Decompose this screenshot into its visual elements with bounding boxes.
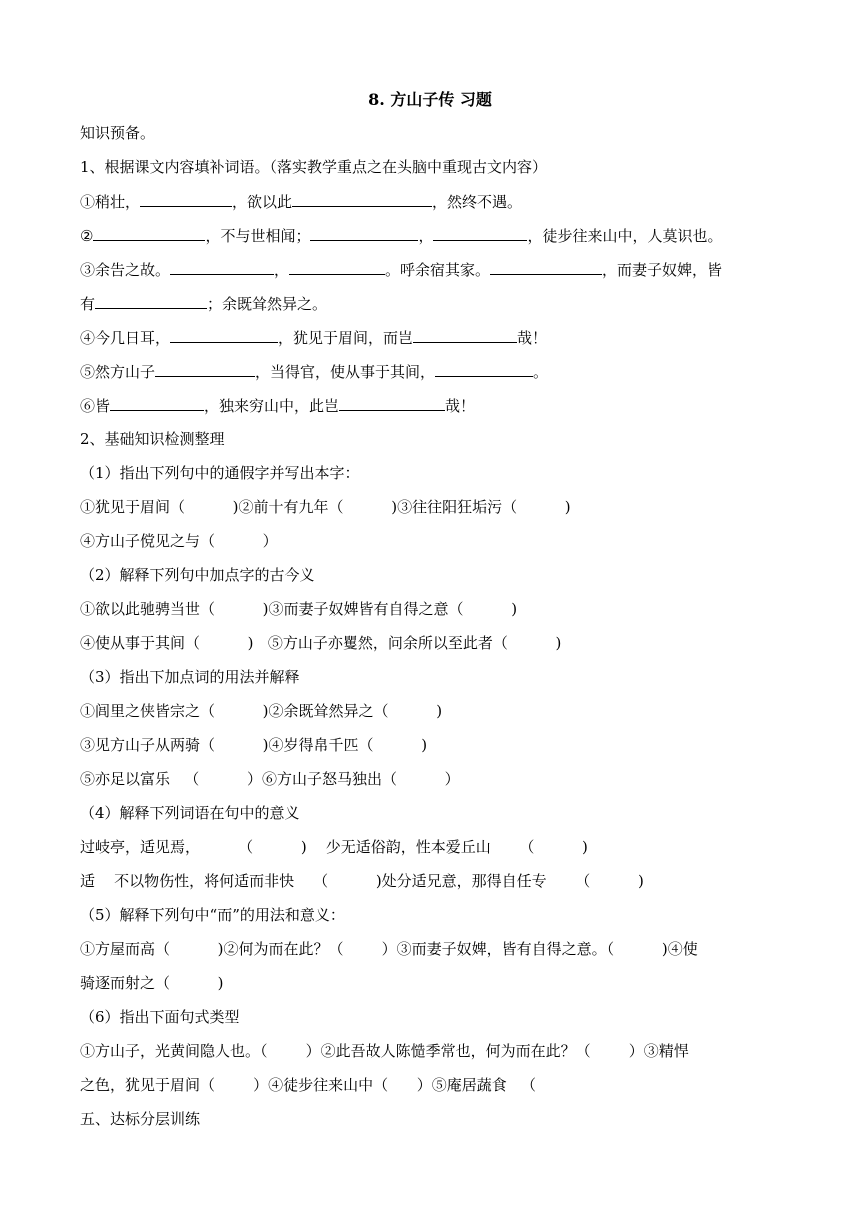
answer-blank[interactable]	[95, 291, 207, 309]
line-fill-2: ② ，不与世相闻； ， ，徒步往来山中，人莫识也。	[80, 223, 780, 257]
answer-blank[interactable]	[433, 223, 527, 241]
line-q6-heading: （6）指出下面句式类型	[80, 1008, 240, 1026]
line-q3-c: ⑤亦足以富乐 （ ）⑥方山子怒马独出（ ）	[80, 770, 460, 788]
answer-blank[interactable]	[289, 257, 385, 275]
line-q1-b: ④方山子傥见之与（ ）	[80, 532, 278, 550]
line-q5-heading: （5）解释下列句中“而”的用法和意义：	[80, 906, 345, 924]
page-title: 8. 方山子传 习题	[368, 90, 492, 109]
line-fill-4: ④今几日耳， ，犹见于眉间，而岂 哉！	[80, 325, 780, 359]
line-q4-heading: （4）解释下列词语在句中的意义	[80, 804, 300, 822]
line-q6-b: 之色，犹见于眉间（ ）④徒步往来山中（ ）⑤庵居蔬食 （	[80, 1076, 537, 1094]
answer-blank[interactable]	[339, 393, 445, 411]
line-q3-a: ①闾里之侠皆宗之（ )②余既耸然异之（ )	[80, 702, 443, 720]
line-fill-3b: 有 ；余既耸然异之。	[80, 291, 780, 325]
line-q2-a: ①欲以此驰骋当世（ )③而妻子奴婢皆有自得之意（ )	[80, 600, 518, 618]
answer-blank[interactable]	[170, 325, 278, 343]
line-q6-a: ①方山子，光黄间隐人也。（ ）②此吾故人陈慥季常也，何为而在此？（ ）③精悍	[80, 1042, 689, 1060]
line-q2-b: ④使从事于其间（ ) ⑤方山子亦矍然，问余所以至此者（ )	[80, 634, 562, 652]
line-q3-heading: （3）指出下加点词的用法并解释	[80, 668, 300, 686]
line-fill-6: ⑥皆 ，独来穷山中，此岂 哉！	[80, 393, 780, 427]
line-q1-heading: （1）指出下列句中的通假字并写出本字：	[80, 464, 360, 482]
answer-blank[interactable]	[310, 223, 418, 241]
line-q4-b: 适 不以物伤性，将何适而非快 （ )处分适兄意，那得自任专 （ )	[80, 872, 644, 890]
worksheet-body	[80, 121, 780, 1141]
line-fill-5: ⑤然方山子 ，当得官，使从事于其间， 。	[80, 359, 780, 393]
line-q1-a: ①犹见于眉间（ )②前十有九年（ )③往往阳狂垢污（ )	[80, 498, 571, 516]
line-section-1: 1、根据课文内容填补词语。（落实教学重点之在头脑中重现古文内容）	[80, 158, 548, 176]
line-section-5: 五、达标分层训练	[80, 1110, 201, 1128]
answer-blank[interactable]	[490, 257, 602, 275]
answer-blank[interactable]	[93, 223, 205, 241]
answer-blank[interactable]	[155, 359, 255, 377]
line-fill-3: ③余告之故。 ， 。呼余宿其家。 ，而妻子奴婢，皆	[80, 257, 780, 291]
line-section-2: 2、基础知识检测整理	[80, 430, 225, 448]
line-q5-a: ①方屋而高（ )②何为而在此？（ ）③而妻子奴婢，皆有自得之意。（ )④使	[80, 940, 698, 958]
answer-blank[interactable]	[435, 359, 533, 377]
line-prep: 知识预备。	[80, 124, 156, 142]
line-fill-1: ①稍壮， ，欲以此 ，然终不遇。	[80, 189, 780, 223]
answer-blank[interactable]	[292, 189, 432, 207]
line-q5-b: 骑逐而射之（ )	[80, 974, 224, 992]
answer-blank[interactable]	[140, 189, 232, 207]
answer-blank[interactable]	[170, 257, 274, 275]
line-q3-b: ③见方山子从两骑（ )④岁得帛千匹（ )	[80, 736, 428, 754]
line-q2-heading: （2）解释下列句中加点字的古今义	[80, 566, 315, 584]
answer-blank[interactable]	[110, 393, 204, 411]
answer-blank[interactable]	[413, 325, 517, 343]
line-q4-a: 过岐亭，适见焉， （ ) 少无适俗韵，性本爱丘山 （ )	[80, 838, 588, 856]
